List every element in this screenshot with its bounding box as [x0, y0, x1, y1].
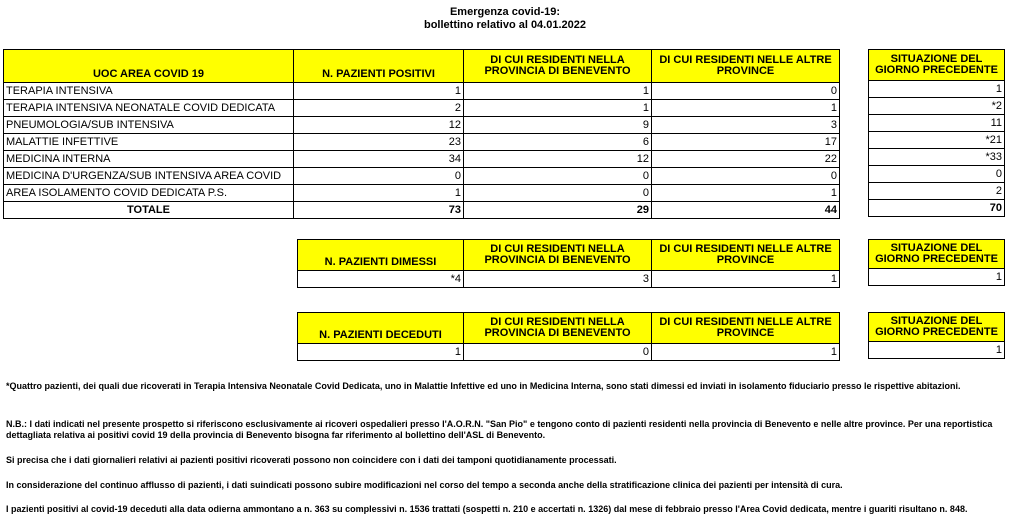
- total-positivi: 73: [294, 202, 464, 219]
- discharged-table: [297, 239, 840, 288]
- residenti-altre-cell: 22: [652, 151, 840, 168]
- previous-day-cell: *21: [869, 132, 1005, 149]
- previous-day-cell: *2: [869, 98, 1005, 115]
- title-line-1: Emergenza covid-19:: [449, 6, 561, 18]
- discharged-previous-table: [868, 239, 1005, 286]
- table-row: [869, 115, 1005, 132]
- uoc-name: PNEUMOLOGIA/SUB INTENSIVA: [4, 117, 294, 134]
- uoc-name: TERAPIA INTENSIVA NEONATALE COVID DEDICATA: [4, 100, 294, 117]
- total-altre: 44: [652, 202, 840, 219]
- table-row: [869, 149, 1005, 166]
- header-deceduti-altre: DI CUI RESIDENTI NELLE ALTRE PROVINCE: [652, 313, 840, 344]
- deceduti-prev-value: 1: [869, 342, 1005, 359]
- dimessi-altre-value: 1: [652, 271, 840, 288]
- residenti-altre-cell: 0: [652, 168, 840, 185]
- total-bn: 29: [464, 202, 652, 219]
- residenti-bn-cell: 0: [464, 185, 652, 202]
- previous-day-table: [868, 49, 1005, 217]
- residenti-altre-cell: 3: [652, 117, 840, 134]
- residenti-bn-cell: 1: [464, 100, 652, 117]
- residenti-altre-cell: 1: [652, 185, 840, 202]
- previous-day-cell: 0: [869, 166, 1005, 183]
- table-row: [4, 168, 840, 185]
- note-nb: N.B.: I dati indicati nel presente prospetto si riferiscono esclusivamente ai ricoveri ospedalieri presso l'A.O.R.N. "San Pio" e tengono conto di pazienti residenti nella provincia di Benevento e nelle altre province. Per una reportistica dettagliata relativa ai positivi covid 19 della provincia di Benevento bisogna far riferimento al bollettino dell'ASL di Benevento.: [6, 419, 993, 440]
- total-previous-day: 70: [869, 200, 1005, 217]
- previous-day-cell: 1: [869, 81, 1005, 98]
- deceduti-bn-value: 0: [464, 344, 652, 361]
- table-row: [4, 185, 840, 202]
- bulletin-title: [0, 6, 1010, 32]
- table-row: [869, 132, 1005, 149]
- table-row: [4, 83, 840, 100]
- header-residenti-altre: DI CUI RESIDENTI NELLE ALTRE PROVINCE: [652, 50, 840, 83]
- table-row: [869, 183, 1005, 200]
- previous-day-cell: *33: [869, 149, 1005, 166]
- header-residenti-bn: DI CUI RESIDENTI NELLA PROVINCIA DI BENEVENTO: [464, 50, 652, 83]
- positivi-cell: 1: [294, 83, 464, 100]
- header-dimessi-altre: DI CUI RESIDENTI NELLE ALTRE PROVINCE: [652, 240, 840, 271]
- positivi-cell: 34: [294, 151, 464, 168]
- residenti-bn-cell: 9: [464, 117, 652, 134]
- positivi-cell: 12: [294, 117, 464, 134]
- table-row: [869, 81, 1005, 98]
- header-deceduti-bn: DI CUI RESIDENTI NELLA PROVINCIA DI BENEVENTO: [464, 313, 652, 344]
- uoc-name: MALATTIE INFETTIVE: [4, 134, 294, 151]
- residenti-bn-cell: 12: [464, 151, 652, 168]
- dimessi-prev-value: 1: [869, 269, 1005, 286]
- note-deceduti: I pazienti positivi al covid-19 deceduti alla data odierna ammontano a n. 363 su complessivi n. 1536 trattati (sospetti n. 210 e accertati n. 1326) dal mese di febbraio presso l'Area Covid dedicata, mentre i guariti risultano n. 848.: [6, 504, 968, 514]
- note-tamponi: Si precisa che i dati giornalieri relativi ai pazienti positivi ricoverati possono non coincidere con i dati dei tamponi quotidianamente processati.: [6, 455, 617, 465]
- table-row: [4, 100, 840, 117]
- uoc-name: MEDICINA D'URGENZA/SUB INTENSIVA AREA COVID: [4, 168, 294, 185]
- header-positivi: N. PAZIENTI POSITIVI: [294, 50, 464, 83]
- residenti-bn-cell: 0: [464, 168, 652, 185]
- header-dimessi-bn: DI CUI RESIDENTI NELLA PROVINCIA DI BENEVENTO: [464, 240, 652, 271]
- previous-day-cell: 11: [869, 115, 1005, 132]
- header-dimessi: N. PAZIENTI DIMESSI: [298, 240, 464, 271]
- table-row: [4, 134, 840, 151]
- table-row: [4, 117, 840, 134]
- previous-day-cell: 2: [869, 183, 1005, 200]
- positivi-cell: 0: [294, 168, 464, 185]
- residenti-altre-cell: 0: [652, 83, 840, 100]
- residenti-altre-cell: 1: [652, 100, 840, 117]
- positivi-cell: 23: [294, 134, 464, 151]
- table-row: [869, 166, 1005, 183]
- deceduti-value: 1: [298, 344, 464, 361]
- positive-patients-table: [3, 49, 840, 219]
- residenti-altre-cell: 17: [652, 134, 840, 151]
- uoc-name: MEDICINA INTERNA: [4, 151, 294, 168]
- uoc-name: AREA ISOLAMENTO COVID DEDICATA P.S.: [4, 185, 294, 202]
- header-previous-day: SITUAZIONE DEL GIORNO PRECEDENTE: [869, 50, 1005, 81]
- dimessi-bn-value: 3: [464, 271, 652, 288]
- total-row: [4, 202, 840, 219]
- note-dimessi: *Quattro pazienti, dei quali due ricoverati in Terapia Intensiva Neonatale Covid Dedicata, uno in Malattie Infettive ed uno in Medicina Interna, sono stati dimessi ed inviati in isolamento fiduciario presso le rispettive abitazioni.: [6, 381, 961, 391]
- header-dimessi-prev: SITUAZIONE DEL GIORNO PRECEDENTE: [869, 240, 1005, 269]
- positivi-cell: 2: [294, 100, 464, 117]
- deceased-previous-table: [868, 312, 1005, 359]
- total-label: TOTALE: [4, 202, 294, 219]
- header-uoc: UOC AREA COVID 19: [4, 50, 294, 83]
- deceduti-altre-value: 1: [652, 344, 840, 361]
- title-line-2: bollettino relativo al 04.01.2022: [423, 19, 586, 31]
- header-deceduti: N. PAZIENTI DECEDUTI: [298, 313, 464, 344]
- note-afflusso: In considerazione del continuo afflusso di pazienti, i dati suindicati possono subire modificazioni nel corso del tempo a seconda anche della stratificazione clinica dei pazienti per intensità di cura.: [6, 480, 843, 490]
- positivi-cell: 1: [294, 185, 464, 202]
- deceased-table: [297, 312, 840, 361]
- table-row: [869, 98, 1005, 115]
- dimessi-value: *4: [298, 271, 464, 288]
- header-deceduti-prev: SITUAZIONE DEL GIORNO PRECEDENTE: [869, 313, 1005, 342]
- residenti-bn-cell: 6: [464, 134, 652, 151]
- table-row: [4, 151, 840, 168]
- uoc-name: TERAPIA INTENSIVA: [4, 83, 294, 100]
- table-header-row: [4, 50, 840, 83]
- residenti-bn-cell: 1: [464, 83, 652, 100]
